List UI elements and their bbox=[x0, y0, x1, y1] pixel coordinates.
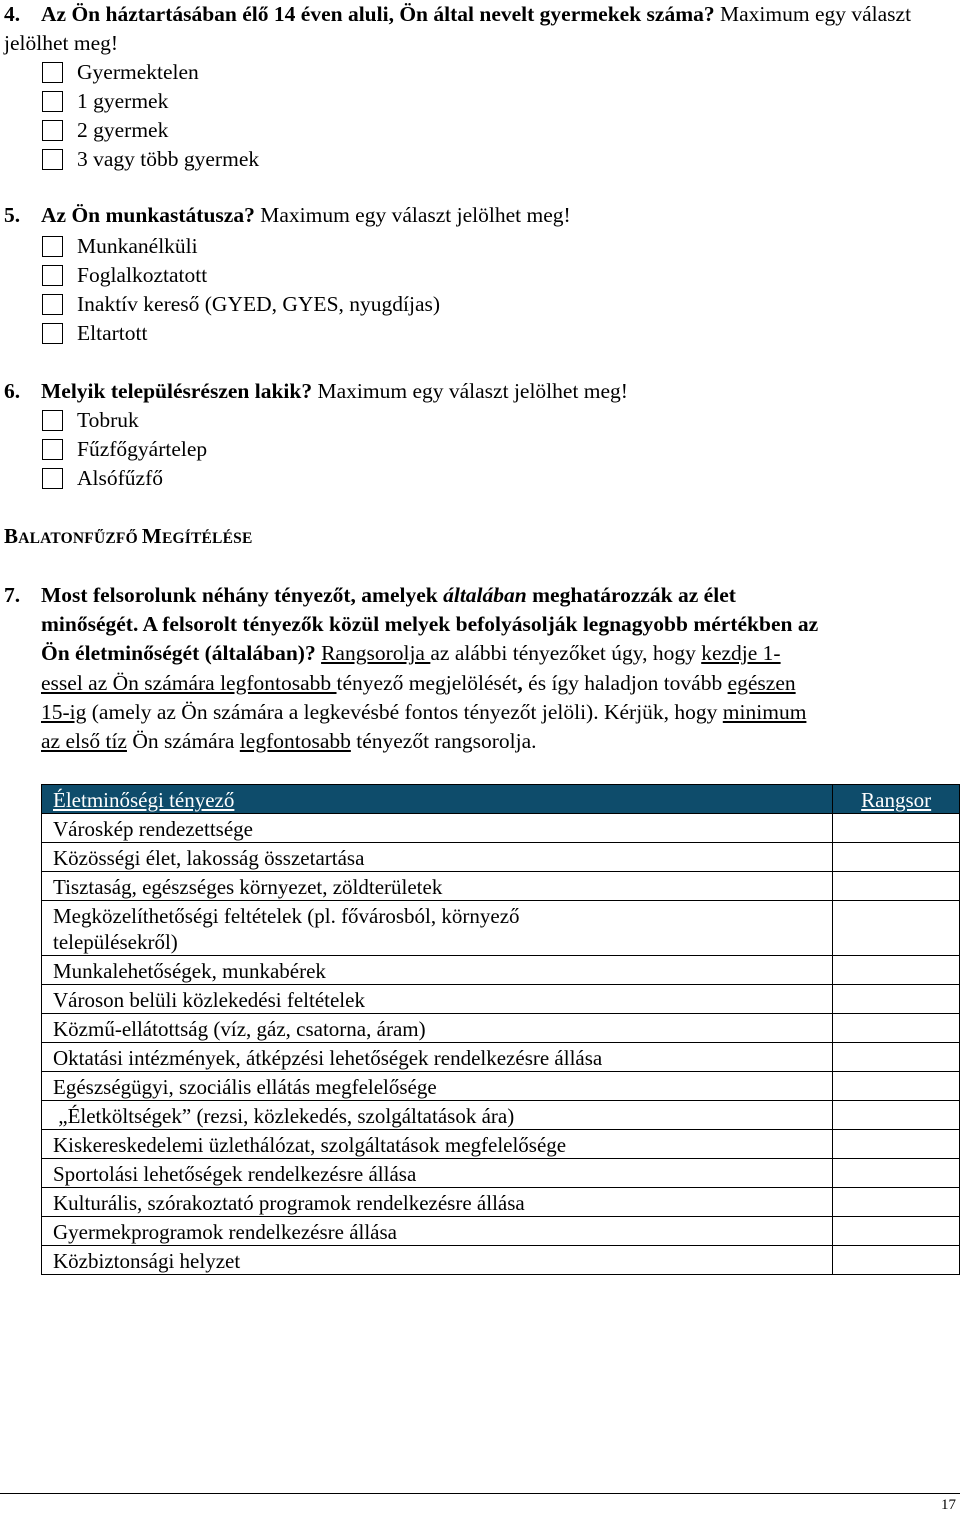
checkbox[interactable] bbox=[42, 236, 63, 257]
rank-cell[interactable] bbox=[833, 901, 960, 956]
factor-cell: Kulturális, szórakoztató programok rendelkezésre állása bbox=[42, 1188, 833, 1217]
q6-option-1[interactable] bbox=[42, 436, 207, 462]
rank-cell[interactable] bbox=[833, 1072, 960, 1101]
q5-option-1[interactable] bbox=[42, 262, 207, 288]
table-row bbox=[42, 1043, 960, 1072]
section-heading bbox=[4, 524, 252, 549]
q7-text-1: az alábbi tényezőket úgy, hogy bbox=[430, 641, 702, 666]
factor-cell: Közbiztonsági helyzet bbox=[42, 1246, 833, 1275]
q5-option-2[interactable] bbox=[42, 291, 440, 317]
q7-bold-3: Ön életminőségét (általában)? bbox=[41, 641, 316, 666]
q7-underline-3: essel az Ön számára legfontosabb bbox=[41, 670, 337, 695]
rank-cell[interactable] bbox=[833, 1217, 960, 1246]
factor-cell: Közösségi élet, lakosság összetartása bbox=[42, 843, 833, 872]
q7-bold-italic: általában bbox=[443, 583, 527, 607]
rank-cell[interactable] bbox=[833, 956, 960, 985]
q4-option-2[interactable] bbox=[42, 117, 168, 143]
table-row bbox=[42, 1217, 960, 1246]
header-rank: Rangsor bbox=[833, 785, 960, 814]
rank-cell[interactable] bbox=[833, 1246, 960, 1275]
factor-cell: „Életköltségek” (rezsi, közlekedés, szolgáltatások ára) bbox=[42, 1101, 833, 1130]
factor-cell: Városkép rendezettsége bbox=[42, 814, 833, 843]
rank-cell[interactable] bbox=[833, 1188, 960, 1217]
table-row bbox=[42, 843, 960, 872]
question-6-title bbox=[4, 377, 954, 406]
q7-line-6 bbox=[4, 727, 954, 756]
factor-cell: Gyermekprogramok rendelkezésre állása bbox=[42, 1217, 833, 1246]
checkbox[interactable] bbox=[42, 468, 63, 489]
option-label: Alsófűzfő bbox=[77, 465, 163, 490]
question-text: Az Ön háztartásában élő 14 éven aluli, Ön által nevelt gyermekek száma? bbox=[41, 2, 715, 26]
option-label: Fűzfőgyártelep bbox=[77, 436, 208, 461]
checkbox[interactable] bbox=[42, 439, 63, 460]
option-label: Tobruk bbox=[77, 407, 139, 432]
q5-option-3[interactable] bbox=[42, 320, 147, 346]
checkbox[interactable] bbox=[42, 410, 63, 431]
checkbox[interactable] bbox=[42, 265, 63, 286]
checkbox[interactable] bbox=[42, 323, 63, 344]
q7-text-2: tényező megjelölését bbox=[336, 670, 518, 695]
table-row bbox=[42, 1101, 960, 1130]
table-row bbox=[42, 1130, 960, 1159]
table-row bbox=[42, 901, 960, 956]
q7-text-3: és így haladjon tovább bbox=[522, 670, 728, 695]
q7-text-5: Ön számára bbox=[126, 729, 240, 754]
question-text: Az Ön munkastátusza? bbox=[41, 203, 255, 227]
page-number: 17 bbox=[941, 1497, 956, 1513]
question-number: 4. bbox=[4, 2, 21, 26]
factor-cell: Munkalehetőségek, munkabérek bbox=[42, 956, 833, 985]
rank-cell[interactable] bbox=[833, 1101, 960, 1130]
footer-divider bbox=[0, 1493, 960, 1494]
table-row bbox=[42, 1159, 960, 1188]
factor-cell: Tisztaság, egészséges környezet, zöldterületek bbox=[42, 872, 833, 901]
question-note: Maximum egy választ jelölhet meg! bbox=[4, 2, 912, 55]
q7-line-5 bbox=[4, 698, 954, 727]
q7-underline-8: legfontosabb bbox=[239, 729, 351, 754]
q4-option-0[interactable] bbox=[42, 59, 199, 85]
rank-cell[interactable] bbox=[833, 814, 960, 843]
question-number: 7. bbox=[4, 583, 21, 607]
option-label: Gyermektelen bbox=[77, 59, 199, 84]
table-row bbox=[42, 1188, 960, 1217]
header-factor: Életminőségi tényező bbox=[42, 785, 833, 814]
q7-underline-2: kezdje 1- bbox=[701, 641, 781, 666]
question-5-title bbox=[4, 201, 954, 230]
q7-text-6: tényezőt rangsorolja. bbox=[350, 729, 537, 754]
factor-cell: Városon belüli közlekedési feltételek bbox=[42, 985, 833, 1014]
ranking-table bbox=[41, 784, 960, 1275]
section-heading-rest2: EGÍTÉLÉSE bbox=[161, 530, 253, 547]
rank-cell[interactable] bbox=[833, 1159, 960, 1188]
q7-line-1 bbox=[4, 581, 954, 610]
rank-cell[interactable] bbox=[833, 1014, 960, 1043]
question-note: Maximum egy választ jelölhet meg! bbox=[312, 379, 628, 403]
q7-line-3 bbox=[4, 639, 954, 668]
q7-bold-1-end: meghatározzák az élet bbox=[526, 583, 736, 607]
table-row bbox=[42, 1014, 960, 1043]
q7-underline-4: egészen bbox=[727, 670, 796, 695]
section-heading-cap2: M bbox=[141, 524, 162, 548]
q7-bold-1: Most felsorolunk néhány tényezőt, amelyek bbox=[41, 583, 444, 607]
rank-cell[interactable] bbox=[833, 1130, 960, 1159]
section-heading-rest1: ALATONFŰZFŐ bbox=[18, 530, 142, 547]
q7-underline-7: az első tíz bbox=[41, 729, 127, 754]
question-number: 5. bbox=[4, 203, 21, 227]
question-number: 6. bbox=[4, 379, 21, 403]
question-7-text bbox=[4, 581, 954, 756]
question-4-title bbox=[4, 0, 954, 58]
table-row bbox=[42, 985, 960, 1014]
option-label: Inaktív kereső (GYED, GYES, nyugdíjas) bbox=[77, 291, 441, 316]
q6-option-2[interactable] bbox=[42, 465, 163, 491]
rank-cell[interactable] bbox=[833, 872, 960, 901]
option-label: Foglalkoztatott bbox=[77, 262, 208, 287]
checkbox[interactable] bbox=[42, 62, 63, 83]
table-row bbox=[42, 1246, 960, 1275]
option-label: Eltartott bbox=[77, 320, 148, 345]
q7-line-2 bbox=[4, 610, 954, 639]
checkbox[interactable] bbox=[42, 91, 63, 112]
q7-underline-5: 15-ig bbox=[41, 699, 87, 724]
option-label: 3 vagy több gyermek bbox=[77, 146, 260, 171]
checkbox[interactable] bbox=[42, 294, 63, 315]
q7-line-4 bbox=[4, 669, 954, 698]
factor-cell: Megközelíthetőségi feltételek (pl. fővárosból, környező településekről) bbox=[42, 901, 833, 956]
factor-cell: Sportolási lehetőségek rendelkezésre állása bbox=[42, 1159, 833, 1188]
q5-option-0[interactable] bbox=[42, 233, 198, 259]
checkbox[interactable] bbox=[42, 120, 63, 141]
factor-cell: Egészségügyi, szociális ellátás megfelelősége bbox=[42, 1072, 833, 1101]
table-row bbox=[42, 956, 960, 985]
q6-option-0[interactable] bbox=[42, 407, 139, 433]
q7-underline-6: minimum bbox=[722, 699, 807, 724]
checkbox[interactable] bbox=[42, 149, 63, 170]
option-label: Munkanélküli bbox=[77, 233, 198, 258]
q7-text-2-comma: , bbox=[517, 670, 523, 695]
rank-cell[interactable] bbox=[833, 843, 960, 872]
question-text: Melyik településrészen lakik? bbox=[41, 379, 313, 403]
factor-cell: Közmű-ellátottság (víz, gáz, csatorna, áram) bbox=[42, 1014, 833, 1043]
q7-bold-2: minőségét. A felsorolt tényezők közül melyek befolyásolják legnagyobb mértékben az bbox=[41, 612, 819, 637]
q4-option-3[interactable] bbox=[42, 146, 259, 172]
q7-underline-1: Rangsorolja bbox=[321, 641, 431, 666]
option-label: 2 gyermek bbox=[77, 117, 169, 142]
q4-option-1[interactable] bbox=[42, 88, 168, 114]
rank-cell[interactable] bbox=[833, 985, 960, 1014]
factor-cell: Oktatási intézmények, átképzési lehetőségek rendelkezésre állása bbox=[42, 1043, 833, 1072]
rank-cell[interactable] bbox=[833, 1043, 960, 1072]
section-heading-cap1: B bbox=[4, 524, 19, 548]
question-note: Maximum egy választ jelölhet meg! bbox=[254, 203, 571, 227]
table-row bbox=[42, 1072, 960, 1101]
table-header-row bbox=[42, 785, 960, 814]
factor-cell: Kiskereskedelemi üzlethálózat, szolgáltatások megfelelősége bbox=[42, 1130, 833, 1159]
option-label: 1 gyermek bbox=[77, 88, 169, 113]
table-row bbox=[42, 872, 960, 901]
q7-text-4: (amely az Ön számára a legkevésbé fontos tényezőt jelöli). Kérjük, hogy bbox=[86, 699, 723, 724]
table-row bbox=[42, 814, 960, 843]
